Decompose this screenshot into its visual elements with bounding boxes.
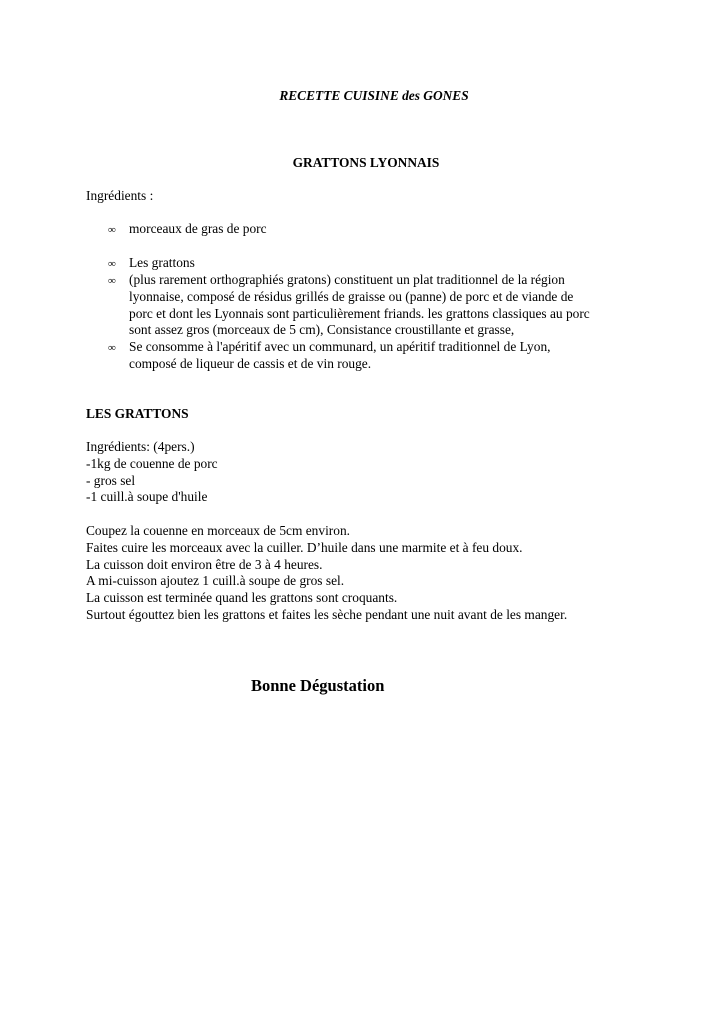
step-line: Coupez la couenne en morceaux de 5cm environ.: [86, 523, 350, 538]
bullet-icon: ∞: [108, 258, 116, 270]
list-item-text: composé de liqueur de cassis et de vin rouge.: [129, 356, 372, 371]
list-item-text: (plus rarement orthographiés gratons) constituent un plat traditionnel de la région: [129, 272, 565, 287]
step-line: La cuisson est terminée quand les grattons sont croquants.: [86, 590, 398, 606]
closing-text: Bonne Dégustation: [251, 676, 385, 695]
ingredient-line: Ingrédients: (4pers.): [86, 439, 195, 454]
step-line: Surtout égouttez bien les grattons et faites les sèche pendant une nuit avant de les manger.: [86, 606, 568, 622]
list-item-text: Les grattons: [129, 255, 195, 270]
list-item-text: morceaux de gras de porc: [129, 221, 267, 236]
bullet-icon: ∞: [108, 275, 116, 287]
list-item-text: sont assez gros (morceaux de 5 cm), Consistance croustillante et grasse,: [129, 322, 515, 337]
section-title: LES GRATTONS: [86, 406, 189, 421]
step-line: La cuisson doit environ être de 3 à 4 heures.: [86, 556, 323, 572]
page-title: GRATTONS LYONNAIS: [292, 155, 440, 170]
bullet-icon: ∞: [108, 342, 116, 354]
list-item-text: Se consomme à l'apéritif avec un communard, un apéritif traditionnel de Lyon,: [129, 339, 551, 354]
ingredient-line: -1kg de couenne de porc: [86, 455, 218, 471]
step-line: Faites cuire les morceaux avec la cuiller. D’huile dans une marmite et à feu doux.: [86, 539, 523, 555]
ingredient-line: - gros sel: [86, 472, 136, 488]
ingredient-line: -1 cuill.à soupe d'huile: [86, 489, 208, 505]
list-item-text: lyonnaise, composé de résidus grillés de graisse ou (panne) de porc et de viande de: [129, 289, 574, 304]
header-title: RECETTE CUISINE des GONES: [279, 88, 469, 103]
bullet-icon: ∞: [108, 224, 116, 236]
ingredients-label: Ingrédients :: [86, 188, 154, 203]
instructions: [86, 523, 567, 624]
ingredients-list: [86, 439, 218, 506]
step-line: A mi-cuisson ajoutez 1 cuill.à soupe de gros sel.: [86, 573, 345, 589]
list-item-text: porc et dont les Lyonnais sont particulièrement friands. les grattons classiques au porc: [129, 306, 590, 321]
